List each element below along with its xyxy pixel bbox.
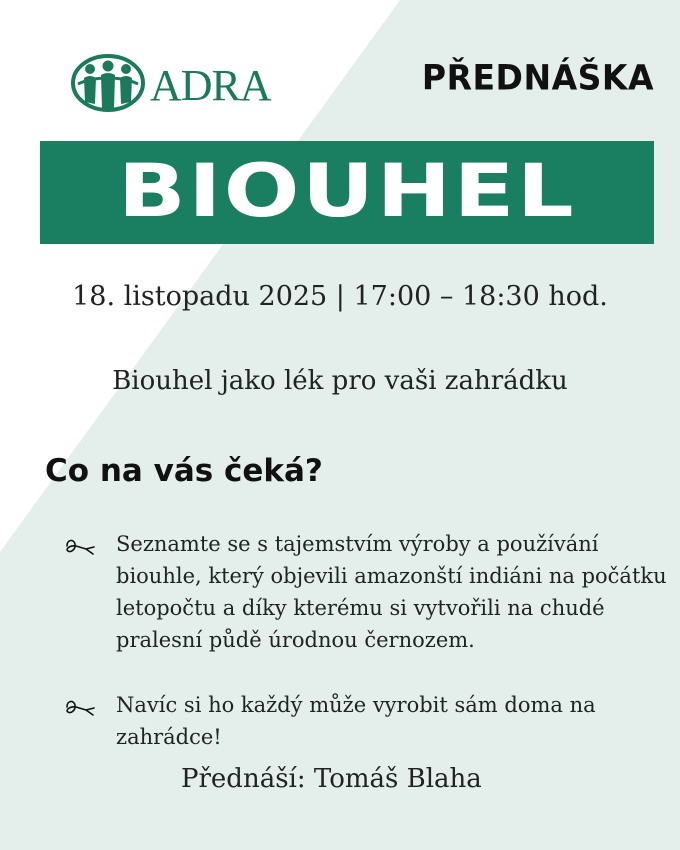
bullet-text: Navíc si ho každý může vyrobit sám doma na zahrádce!: [116, 693, 596, 749]
people-circle-icon: [70, 54, 146, 112]
event-datetime: 18. listopadu 2025 | 17:00 – 18:30 hod.: [72, 281, 608, 312]
adra-logo: [70, 52, 280, 114]
event-subtitle: Biouhel jako lék pro vaši zahrádku: [112, 366, 568, 396]
arrow-loop-icon: [64, 534, 98, 560]
page-title: BIOUHEL: [117, 149, 577, 234]
bullet-text: Seznamte se s tajemstvím výroby a používání biouhle, který objevili amazonští indiáni na počátku letopočtu a díky kterému si vytvořili na chudé pralesní půdě úrodnou černozem.: [116, 532, 667, 652]
title-banner: [40, 141, 654, 244]
section-heading: Co na vás čeká?: [45, 453, 323, 489]
event-type-label: PŘEDNÁŠKA: [421, 57, 654, 98]
arrow-loop-icon: [64, 695, 98, 721]
speaker: Přednáší: Tomáš Blaha: [181, 764, 482, 794]
logo-text: ADRA: [150, 61, 271, 110]
